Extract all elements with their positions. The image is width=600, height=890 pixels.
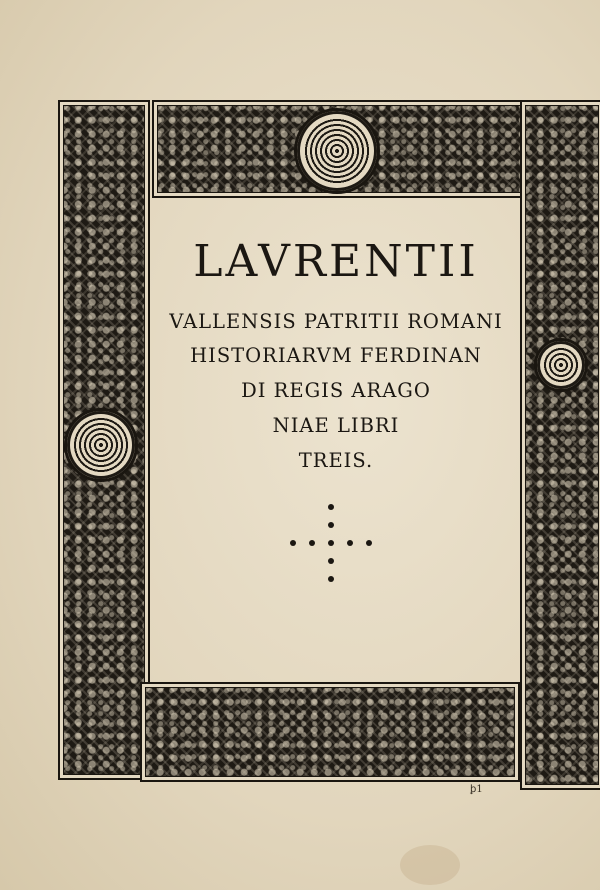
ornament-dot [328, 540, 334, 546]
title-line-5: NIAE LIBRI [272, 414, 400, 437]
ornament-dot [328, 576, 334, 582]
ornament-dot [328, 522, 334, 528]
bottom-border-woodcut [140, 682, 520, 782]
ornament-dot [290, 540, 296, 546]
title-line-4: DI REGIS ARAGO [241, 379, 431, 402]
ornament-dot [328, 558, 334, 564]
title-text-block [150, 198, 522, 680]
ornament-dot [347, 540, 353, 546]
ornament-dot [328, 504, 334, 510]
top-medallion-portrait [294, 108, 380, 194]
author-name: LAVRENTII [193, 236, 479, 287]
ornament-dot [309, 540, 315, 546]
left-medallion-hunt-scene [64, 408, 138, 482]
title-line-3: HISTORIARVM FERDINAN [190, 344, 482, 367]
right-medallion-rosette [534, 338, 588, 392]
signature-mark: ꝧ1 [470, 784, 483, 795]
title-line-6: TREIS. [298, 449, 374, 472]
right-border-woodcut [520, 100, 600, 790]
paper-stain [400, 845, 460, 885]
ornament-dot [366, 540, 372, 546]
title-line-2: VALLENSIS PATRITII ROMANI [169, 310, 503, 333]
